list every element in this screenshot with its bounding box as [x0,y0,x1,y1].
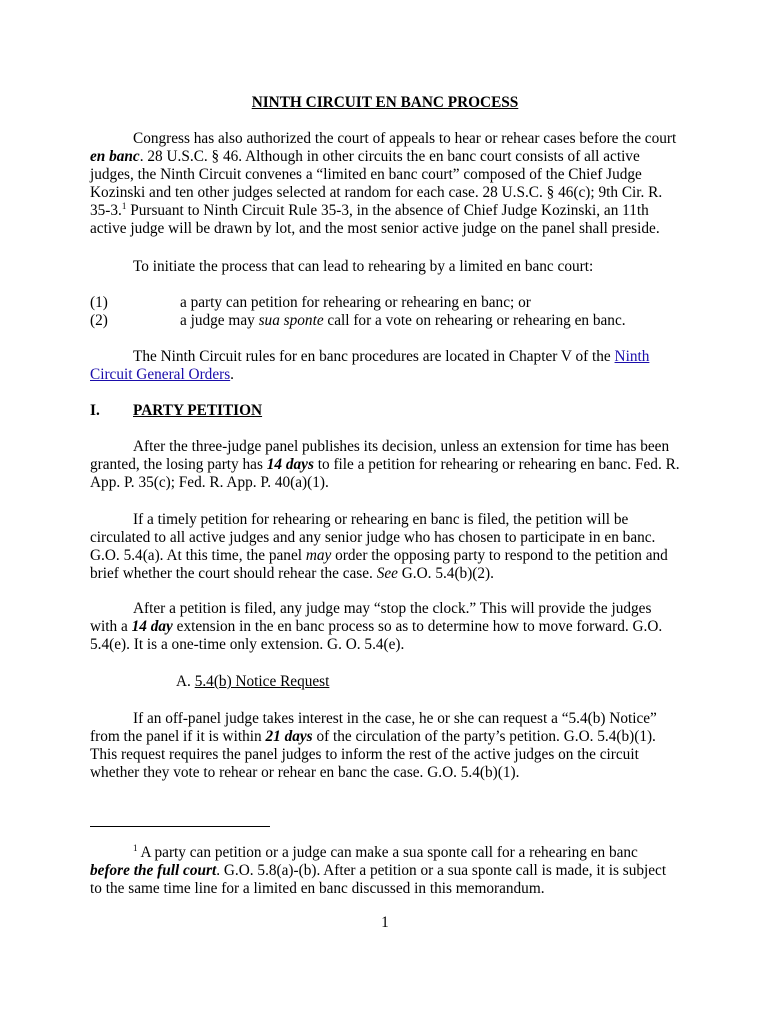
subsection-heading [176,673,329,691]
footnote-reference[interactable]: 1 [121,200,127,211]
emphasis-text: sua sponte [258,312,324,329]
list-text: a party can petition for rehearing or rehearing en banc; or [180,294,531,311]
notice-request-paragraph [90,710,680,782]
text-span: to file a petition for rehearing or rehearing en banc. Fed. R. App. P. 35(c); Fed. R. App. P. 40(a)(1). [90,456,680,491]
text-span: G.O. 5.4(b)(2). [397,565,494,582]
list-text [180,312,626,330]
emphasis-text: before the full court [90,862,217,879]
text-span: If an off-panel judge takes interest in the case, he or she can request a “5.4(b) Notice” from the panel if it is within [90,710,657,745]
text-span: Pursuant to Ninth Circuit Rule 35-3, in the absence of Chief Judge Kozinski, an 11th active judge will be drawn by lot, and the most senior active judge on the panel shall preside. [90,202,660,237]
subsection-title: 5.4(b) Notice Request [194,673,330,690]
deadline-paragraph [90,438,680,492]
list-number: (1) [90,294,108,311]
text-span: After the three-judge panel publishes its decision, unless an extension for time has been granted, the losing party has [90,438,670,473]
text-span: . [230,366,234,383]
emphasis-text: 14 day [131,618,173,635]
emphasis-text: may [305,547,332,564]
emphasis-text: See [376,565,398,582]
text-span: . 28 U.S.C. § 46. Although in other circuits the en banc court consists of all active judges, the Ninth Circuit convenes a “limited en banc court” composed of the Chief Judge Kozinski and ten other judges selected at random for each case. 28 U.S.C. § 46(c); 9th Cir. R. 35-3. [90,148,663,219]
timely-petition-paragraph [90,511,680,583]
emphasis-text: 14 days [266,456,314,473]
page-title: NINTH CIRCUIT EN BANC PROCESS [251,94,519,111]
subsection-prefix: A. [176,673,195,690]
text-span: extension in the en banc process so as to determine how to move forward. G.O. 5.4(e). It is a one-time only extension. G. O. 5.4(e). [90,618,663,653]
text-span: Congress has also authorized the court of appeals to hear or rehear cases before the court [133,130,677,147]
general-orders-link[interactable]: Ninth Circuit General Orders [90,348,650,383]
list-number: (2) [90,312,108,329]
initiate-paragraph: To initiate the process that can lead to rehearing by a limited en banc court: [133,258,594,275]
section-number: I. [90,402,100,419]
emphasis-text: 21 days [265,728,313,745]
emphasis-text: en banc [90,148,140,165]
footnote [90,844,680,898]
text-span: . G.O. 5.8(a)-(b). After a petition or a sua sponte call is made, it is subject to the same time line for a limited en banc discussed in this memorandum. [90,862,667,897]
text-span: The Ninth Circuit rules for en banc procedures are located in Chapter V of the [133,348,615,365]
footnote-divider [90,826,270,827]
text-span: order the opposing party to respond to the petition and brief whether the court should rehear the case. [90,547,668,582]
text-span: A party can petition or a judge can make a sua sponte call for a rehearing en banc [137,844,638,861]
text-span: After a petition is filed, any judge may “stop the clock.” This will provide the judges with a [90,600,652,635]
text-span: of the circulation of the party’s petition. G.O. 5.4(b)(1). This request requires the panel judges to inform the rest of the active judges on the circuit whether they vote to rehear or rehear en banc the case. G.O. 5.4(b)(1). [90,728,656,781]
intro-paragraph [90,130,680,238]
footnote-mark: 1 [133,842,138,853]
text-span: call for a vote on rehearing or rehearing en banc. [323,312,626,329]
section-title: PARTY PETITION [133,402,263,419]
rules-paragraph [90,348,680,384]
text-span: a judge may [180,312,259,329]
page-number: 1 [381,914,389,931]
text-span: If a timely petition for rehearing or rehearing en banc is filed, the petition will be circulated to all active judges and any senior judge who has chosen to participate in en banc. G.O. 5.4(a). At this time, the panel [90,511,656,564]
stop-clock-paragraph [90,600,680,654]
